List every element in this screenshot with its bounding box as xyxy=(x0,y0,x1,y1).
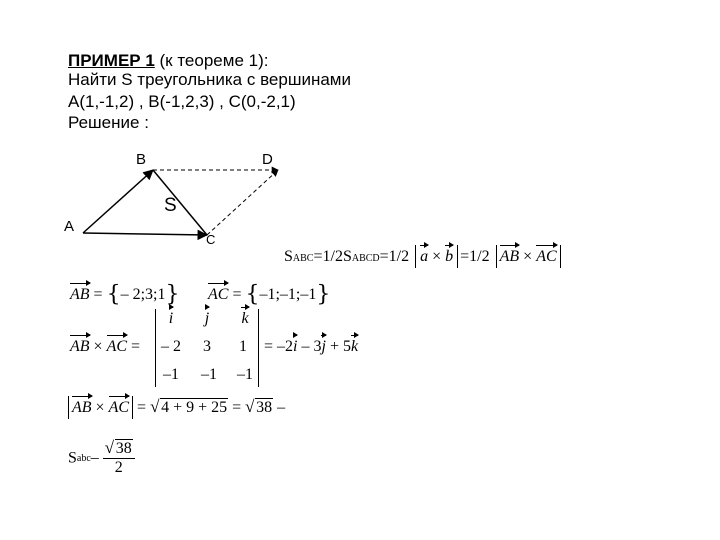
fraction xyxy=(103,440,135,477)
eq-sign-2: = xyxy=(228,399,246,416)
cross-result xyxy=(264,338,358,356)
result-mid: – 3 xyxy=(297,338,322,355)
eq-sign: = xyxy=(127,338,141,355)
matrix-r1-c0: – 2 xyxy=(161,338,181,355)
s-subscript-abc: ABC xyxy=(292,253,314,264)
sqrt-sum xyxy=(150,399,228,417)
matrix-r1-c1: 3 xyxy=(203,338,211,355)
eq-sign: = xyxy=(89,286,107,303)
s-symbol: S xyxy=(284,248,293,265)
dashed-cd xyxy=(207,170,278,235)
s-symbol: S xyxy=(68,449,77,467)
label-d: D xyxy=(262,151,273,168)
vec-ac: AC xyxy=(106,338,128,355)
ac-coords: AC = {–1;–1;–1} xyxy=(208,282,331,307)
vec-ac: AC xyxy=(108,399,130,416)
dash: – xyxy=(90,449,99,467)
matrix-r0-c2: k xyxy=(241,310,249,327)
fraction-num xyxy=(103,440,135,459)
tail-dash: – xyxy=(273,399,286,416)
points-line: A(1,-1,2) , B(-1,2,3) , C(0,-2,1) xyxy=(68,92,296,111)
vector-ac xyxy=(83,233,207,235)
times-sign: × xyxy=(432,248,442,265)
result-eq: = –2 xyxy=(264,338,294,355)
s-subscript-abcd: ABCD xyxy=(351,253,380,264)
half-text-3: =1/2 xyxy=(460,248,490,265)
vec-ab: AB xyxy=(70,338,90,355)
vec-a: a xyxy=(420,248,429,265)
matrix-r1-c2: 1 xyxy=(239,338,247,355)
ab-coords: AB = {– 2;3;1} xyxy=(70,282,180,307)
area-formula xyxy=(284,248,561,266)
fraction-den: 2 xyxy=(114,459,123,476)
result-end: + 5 xyxy=(325,338,351,355)
vec-ab: AB xyxy=(499,248,520,265)
unit-k: k xyxy=(350,338,359,355)
abs-ab-cross xyxy=(415,245,458,268)
label-s: S xyxy=(164,195,177,216)
num-radicand: 38 xyxy=(115,440,132,457)
matrix-r0-c1: j xyxy=(204,310,210,327)
vec-ab: AB xyxy=(72,399,92,416)
sqrt-38 xyxy=(245,399,273,417)
abs-ab-ac-cross: AB × AC xyxy=(496,245,561,268)
ac-values: –1;–1;–1 xyxy=(259,286,317,303)
abs-cross xyxy=(68,396,133,419)
eq-sign: = xyxy=(133,399,151,416)
magnitude-line xyxy=(68,399,285,417)
times-sign: × xyxy=(91,399,109,416)
final-result xyxy=(68,440,135,477)
half-text-2: =1/2 xyxy=(379,248,410,265)
determinant-left-bar xyxy=(155,309,156,387)
s-subscript: abc xyxy=(76,453,91,464)
vec-b: b xyxy=(445,248,454,265)
vec-ac-label: AC xyxy=(208,286,229,303)
matrix-r2-c0: –1 xyxy=(163,366,179,383)
matrix-r2-c2: –1 xyxy=(237,366,253,383)
matrix-r2-c1: –1 xyxy=(201,366,217,383)
radicand-2: 38 xyxy=(256,399,273,416)
example-label: ПРИМЕР 1 xyxy=(68,51,155,70)
vec-ab-label: AB xyxy=(70,286,90,303)
example-note: (к теореме 1): xyxy=(154,51,269,70)
radicand: 4 + 9 + 25 xyxy=(161,399,228,416)
label-a: A xyxy=(64,218,75,235)
unit-j: j xyxy=(321,338,326,355)
vector-ab xyxy=(83,170,153,233)
label-c: C xyxy=(206,232,216,247)
matrix-r0-c0: i xyxy=(168,310,174,327)
eq-sign: = xyxy=(228,286,246,303)
cross-lhs xyxy=(70,338,140,356)
side-bc xyxy=(153,170,207,235)
solution-label: Решение : xyxy=(68,113,149,132)
determinant-right-bar xyxy=(258,309,259,387)
ab-values: – 2;3;1 xyxy=(120,286,166,303)
task-line: Найти S треугольника с вершинами xyxy=(68,70,351,89)
vec-ac: AC xyxy=(536,248,557,265)
label-b: B xyxy=(136,151,147,168)
half-text: =1/2S xyxy=(313,248,352,265)
times-sign: × xyxy=(89,338,107,355)
unit-i: i xyxy=(293,338,298,355)
